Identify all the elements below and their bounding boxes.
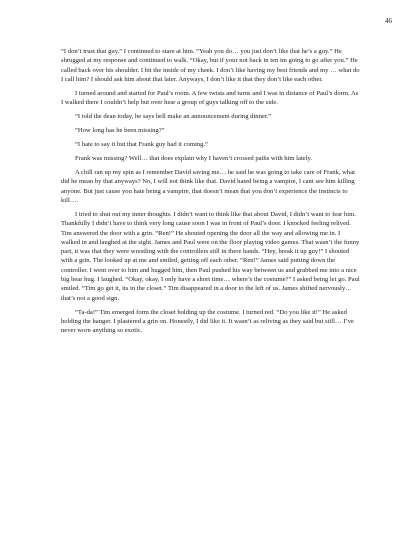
paragraph: “I hate to say it but that Frank guy had it coming.” (75, 141, 208, 149)
paragraph: Frank was missing? Well… that does explain why I haven’t crossed paths with him lately. (75, 155, 313, 163)
body-text (61, 47, 360, 340)
paragraph: I turned around and started for Paul’s room. A few twists and turns and I was in distance of Paul’s dorm. As I walked there I couldn’t help but over hear a group of guys talking off to the side. (61, 89, 359, 107)
paragraph: “How long has he been missing?” (75, 127, 165, 135)
page-number: 46 (385, 17, 392, 25)
paragraph: “Ta-da!” Tim emerged form the closet holding up the costume. I turned red. “Do you like it!” He asked holding the hanger. I plastered a grin on. Honestly, I did like it. It wasn’t as reliving as they said but still… I’ve never worn anything so exotic. (61, 308, 354, 335)
paragraph: “I don’t trust that guy.” I continued to stare at him. “Yeah you do… you just don’t like that he’s a guy.” He shrugged at my response and continued to walk. “Okay, but if your not back in ten im going to go after you.” He called back over his shoulder. I bit the inside of my cheek. I don’t like having my best friends and my … what do I call him? I should ask him about that later. Anyways, I don’t like it that they don’t like each other. (61, 48, 360, 83)
paragraph: A chill ran up my spin as I remember David saving me… he said he was going to take care of Frank, what did he mean by that anyways? No, I will not think like that. David hated being a vampire, I cant see him killing anyone. But just cause you hate being a vampire, that doesn’t mean that you don’t experience the instincts to kill…. (61, 169, 355, 204)
paragraph: “I told the dean today, he says hell make an announcement during dinner.” (75, 113, 272, 121)
paragraph: I tried to shut out my inner thoughts. I didn’t want to think like that about David, I didn’t want to fear him. Thankfully I didn’t have to think very long cause soon I was in front of Paul’s door. I knocked feeling relived. Tim answered the door with a grin. “Ren!” He shouted opening the door all the way and allowing me in. I walked in and laughed at the sight. James and Paul were on the floor playing video games. That wasn’t the funny part, it was that they were wrestling with the controllers still in there hands. “Hey, break it up guy!” I shouted with a grin. The looked up at me and smiled, getting off each other. “Ren!” James said putting down the controller. I went over to him and hugged him, then Paul pushed his way between us and grabbed me into a nice big bear hug. I laughed. “Okay, okay, I only have a short time… where’s the costume?” I asked being let go. Paul smiled. “Tim go get it, its in the closet.” Tim disappeared in a door to the left of us. James shifted nervously… that’s not a good sign. (61, 210, 360, 302)
